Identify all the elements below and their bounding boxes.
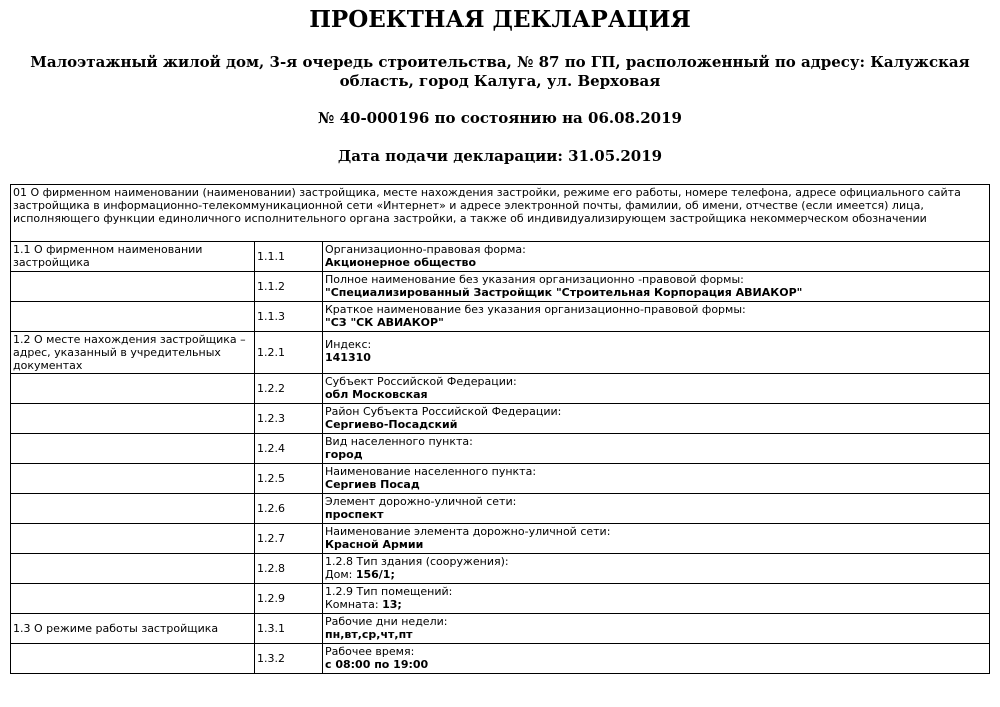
- table-row: [11, 332, 990, 374]
- field-label: Район Субъекта Российской Федерации:: [325, 405, 562, 418]
- field-value: обл Московская: [325, 388, 428, 401]
- item-code: 1.2.2: [255, 374, 323, 404]
- field-cell: [323, 464, 990, 494]
- item-code: 1.2.9: [255, 584, 323, 614]
- field-value: с 08:00 по 19:00: [325, 658, 429, 671]
- item-code: 1.1.2: [255, 272, 323, 302]
- table-row: [11, 272, 990, 302]
- group-label: [11, 404, 255, 434]
- field-label: Субъект Российской Федерации:: [325, 375, 517, 388]
- field-value: "Специализированный Застройщик "Строительная Корпорация АВИАКОР": [325, 286, 803, 299]
- declaration-number: № 40-000196 по состоянию на 06.08.2019: [318, 109, 682, 127]
- item-code: 1.2.8: [255, 554, 323, 584]
- field-value: 13;: [382, 598, 402, 611]
- item-code: 1.2.7: [255, 524, 323, 554]
- declaration-table: [10, 184, 990, 674]
- field-value: пн,вт,ср,чт,пт: [325, 628, 413, 641]
- field-cell: [323, 302, 990, 332]
- project-subtitle: Малоэтажный жилой дом, 3-я очередь строительства, № 87 по ГП, расположенный по адресу: Калужская область, город Калуга, ул. Верховая: [30, 53, 970, 90]
- table-row: [11, 242, 990, 272]
- table-row: [11, 584, 990, 614]
- field-value: Красной Армии: [325, 538, 424, 551]
- table-row: [11, 554, 990, 584]
- field-cell: [323, 374, 990, 404]
- table-row: [11, 374, 990, 404]
- field-cell: [323, 494, 990, 524]
- field-label: Вид населенного пункта:: [325, 435, 473, 448]
- group-label: 1.1 О фирменном наименовании застройщика: [11, 242, 255, 272]
- field-label: Наименование элемента дорожно-уличной сети:: [325, 525, 611, 538]
- field-value: 156/1;: [355, 568, 395, 581]
- field-cell: [323, 584, 990, 614]
- group-label: [11, 644, 255, 674]
- group-label: [11, 272, 255, 302]
- group-label: [11, 464, 255, 494]
- table-row: [11, 302, 990, 332]
- group-label: 1.2 О месте нахождения застройщика – адрес, указанный в учредительных документах: [11, 332, 255, 374]
- group-label: [11, 554, 255, 584]
- table-row: [11, 494, 990, 524]
- field-label: Элемент дорожно-уличной сети:: [325, 495, 517, 508]
- field-label: Индекс:: [325, 338, 372, 351]
- group-label: [11, 374, 255, 404]
- section-heading-row: [11, 185, 990, 242]
- field-label: 1.2.9 Тип помещений:: [325, 585, 453, 598]
- field-value-prefix: Комната:: [325, 598, 383, 611]
- field-value-line: [325, 598, 987, 611]
- item-code: 1.2.1: [255, 332, 323, 374]
- field-value: "СЗ "СК АВИАКОР": [325, 316, 444, 329]
- section-heading: 01 О фирменном наименовании (наименовании) застройщика, месте нахождения застройки, режиме его работы, номере телефона, адресе официального сайта застройщика в информационно-телекоммуникационной сети «Интернет» и адресе электронной почты, фамилии, об имени, отчестве (если имеется) лица, исполняющего функции единоличного исполнительного органа застройки, а также об индивидуализирующем застройщика некоммерческом обозначении: [11, 185, 990, 242]
- table-row: [11, 464, 990, 494]
- field-label: Рабочие дни недели:: [325, 615, 448, 628]
- table-row: [11, 404, 990, 434]
- field-label: Наименование населенного пункта:: [325, 465, 537, 478]
- item-code: 1.1.3: [255, 302, 323, 332]
- field-cell: [323, 242, 990, 272]
- field-value: Акционерное общество: [325, 256, 477, 269]
- item-code: 1.2.3: [255, 404, 323, 434]
- field-cell: [323, 644, 990, 674]
- table-row: [11, 614, 990, 644]
- field-value: проспект: [325, 508, 384, 521]
- field-label: Рабочее время:: [325, 645, 415, 658]
- item-code: 1.1.1: [255, 242, 323, 272]
- field-value: 141310: [325, 351, 371, 364]
- field-cell: [323, 434, 990, 464]
- field-value: Сергиев Посад: [325, 478, 420, 491]
- field-value: Сергиево-Посадский: [325, 418, 458, 431]
- item-code: 1.2.5: [255, 464, 323, 494]
- group-label: 1.3 О режиме работы застройщика: [11, 614, 255, 644]
- field-label: Полное наименование без указания организационно -правовой формы:: [325, 273, 744, 286]
- field-label: Краткое наименование без указания организационно-правовой формы:: [325, 303, 746, 316]
- group-label: [11, 524, 255, 554]
- field-cell: [323, 554, 990, 584]
- group-label: [11, 494, 255, 524]
- field-value-line: [325, 568, 987, 581]
- declaration-title: ПРОЕКТНАЯ ДЕКЛАРАЦИЯ: [309, 6, 691, 33]
- table-row: [11, 524, 990, 554]
- table-row: [11, 434, 990, 464]
- table-row: [11, 644, 990, 674]
- item-code: 1.3.2: [255, 644, 323, 674]
- field-cell: [323, 332, 990, 374]
- group-label: [11, 434, 255, 464]
- item-code: 1.2.6: [255, 494, 323, 524]
- group-label: [11, 302, 255, 332]
- item-code: 1.2.4: [255, 434, 323, 464]
- item-code: 1.3.1: [255, 614, 323, 644]
- group-label: [11, 584, 255, 614]
- field-cell: [323, 272, 990, 302]
- field-value-prefix: Дом:: [325, 568, 356, 581]
- submission-date: Дата подачи декларации: 31.05.2019: [337, 147, 663, 165]
- field-cell: [323, 524, 990, 554]
- field-cell: [323, 614, 990, 644]
- field-cell: [323, 404, 990, 434]
- field-label: Организационно-правовая форма:: [325, 243, 526, 256]
- field-label: 1.2.8 Тип здания (сооружения):: [325, 555, 509, 568]
- field-value: город: [325, 448, 363, 461]
